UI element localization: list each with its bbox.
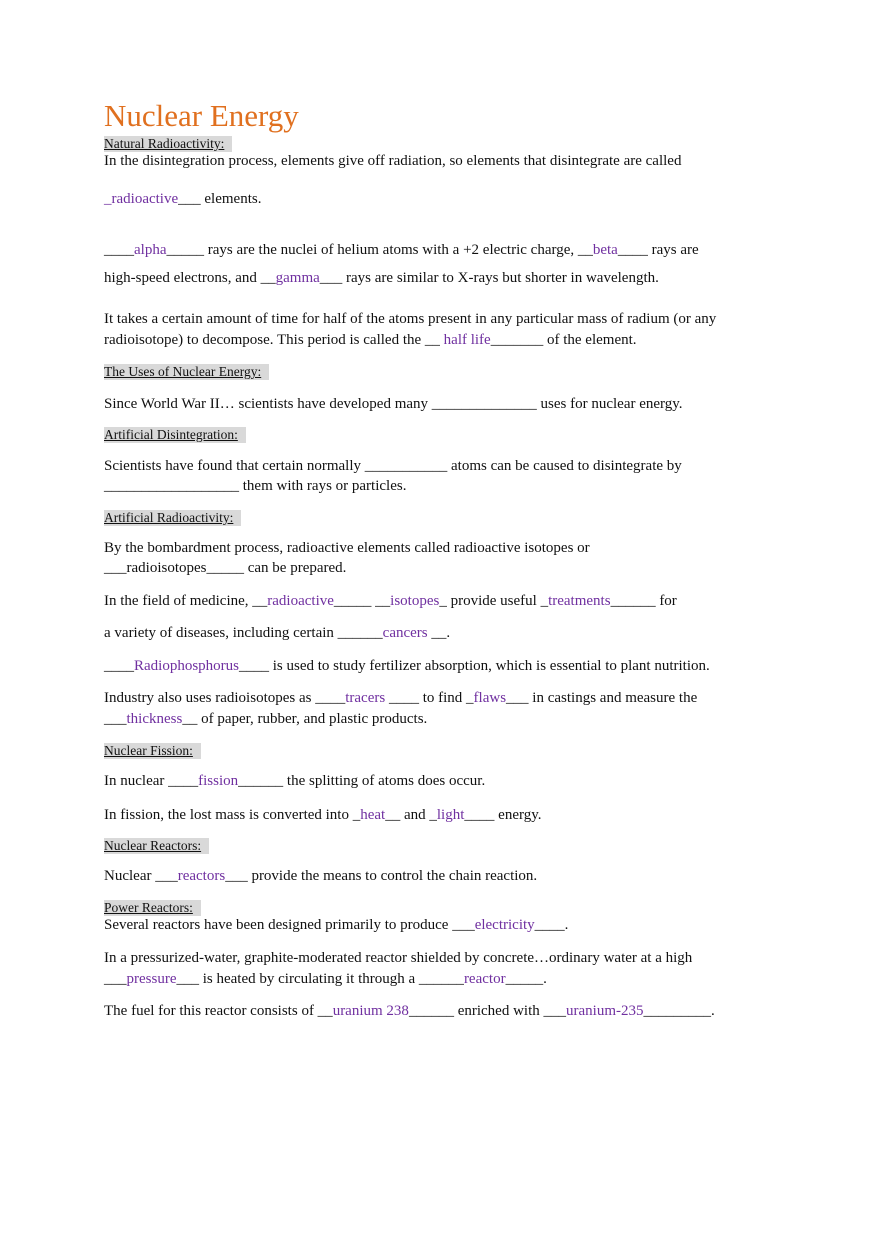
- paragraph-half-life: It takes a certain amount of time for half of the atoms present in any particular mass of radium (or any: [104, 311, 717, 327]
- answer-heat: heat: [360, 807, 386, 823]
- answer-reactors: reactors: [177, 868, 226, 884]
- answer-uranium-235: uranium-235: [566, 1003, 644, 1019]
- answer-half-life: half life: [443, 332, 491, 348]
- paragraph-bombardment: By the bombardment process, radioactive elements called radioactive isotopes or: [104, 540, 590, 556]
- section-heading-uses: The Uses of Nuclear Energy:: [104, 364, 269, 380]
- paragraph-bombardment-cont: ___radioisotopes_____ can be prepared.: [104, 560, 347, 576]
- answer-radiophosphorus: Radiophosphorus: [134, 658, 239, 674]
- paragraph-radiophosphorus: ____Radiophosphorus____ is used to study fertilizer absorption, which is essential to plant nutrition.: [104, 658, 710, 674]
- paragraph-pressurized-water: In a pressurized-water, graphite-moderated reactor shielded by concrete…ordinary water at a high: [104, 950, 693, 966]
- paragraph-reactors: Nuclear ___reactors___ provide the means to control the chain reaction.: [104, 868, 538, 884]
- answer-gamma: gamma: [275, 270, 320, 286]
- page-title: Nuclear Energy: [104, 98, 299, 133]
- answer-alpha: alpha: [134, 242, 167, 258]
- answer-isotopes: isotopes: [390, 593, 440, 609]
- paragraph-power-reactors: Several reactors have been designed primarily to produce ___electricity____.: [104, 917, 569, 933]
- paragraph-fission: In nuclear ____fission______ the splitting of atoms does occur.: [104, 773, 486, 789]
- answer-radioactive: radioactive: [111, 191, 179, 207]
- answer-treatments: treatments: [548, 593, 611, 609]
- answer-tracers: tracers: [345, 690, 386, 706]
- paragraph-rays: ____alpha_____ rays are the nuclei of helium atoms with a +2 electric charge, __beta____ rays are: [104, 242, 699, 258]
- paragraph-artificial-disintegration: Scientists have found that certain normally ___________ atoms can be caused to disintegrate by: [104, 458, 682, 474]
- paragraph-industry-cont: ___thickness__ of paper, rubber, and plastic products.: [104, 711, 428, 727]
- paragraph-industry: Industry also uses radioisotopes as ____tracers ____ to find _flaws___ in castings and measure the: [104, 690, 698, 706]
- paragraph-medicine: In the field of medicine, __radioactive_____ __isotopes_ provide useful _treatments______ for: [104, 593, 677, 609]
- section-heading-nuclear-fission: Nuclear Fission:: [104, 743, 201, 759]
- answer-radioactive-2: radioactive: [267, 593, 334, 609]
- section-heading-power-reactors: Power Reactors:: [104, 900, 201, 916]
- paragraph-lost-mass: In fission, the lost mass is converted into _heat__ and _light____ energy.: [104, 807, 542, 823]
- answer-beta: beta: [592, 242, 618, 258]
- paragraph-radioactive-elements: _radioactive___ elements.: [104, 191, 262, 207]
- paragraph-fuel: The fuel for this reactor consists of __uranium 238______ enriched with ___uranium-235_________.: [104, 1003, 715, 1019]
- paragraph-rays-cont: high-speed electrons, and __gamma___ rays are similar to X-rays but shorter in wavelength.: [104, 270, 659, 286]
- section-heading-nuclear-reactors: Nuclear Reactors:: [104, 838, 209, 854]
- paragraph-uses: Since World War II… scientists have developed many ______________ uses for nuclear energy.: [104, 396, 683, 412]
- answer-electricity: electricity: [474, 917, 535, 933]
- paragraph-pressurized-water-cont: ___pressure___ is heated by circulating it through a ______reactor_____.: [104, 971, 547, 987]
- answer-flaws: flaws: [473, 690, 507, 706]
- paragraph-disintegration: In the disintegration process, elements give off radiation, so elements that disintegrate are called: [104, 153, 682, 169]
- paragraph-artificial-disintegration-cont: __________________ them with rays or particles.: [104, 478, 407, 494]
- answer-uranium-238: uranium 238: [332, 1003, 409, 1019]
- answer-reactor: reactor: [463, 971, 506, 987]
- section-heading-artificial-disintegration: Artificial Disintegration:: [104, 427, 246, 443]
- answer-cancers: cancers: [382, 625, 428, 641]
- paragraph-diseases: a variety of diseases, including certain ______cancers __.: [104, 625, 451, 641]
- answer-pressure: pressure: [126, 971, 177, 987]
- paragraph-half-life-cont: radioisotope) to decompose. This period is called the __ half life_______ of the element.: [104, 332, 637, 348]
- section-heading-artificial-radioactivity: Artificial Radioactivity:: [104, 510, 241, 526]
- answer-light: light: [436, 807, 465, 823]
- answer-thickness: thickness: [126, 711, 183, 727]
- answer-fission: fission: [198, 773, 239, 789]
- section-heading-natural-radioactivity: Natural Radioactivity:: [104, 136, 232, 152]
